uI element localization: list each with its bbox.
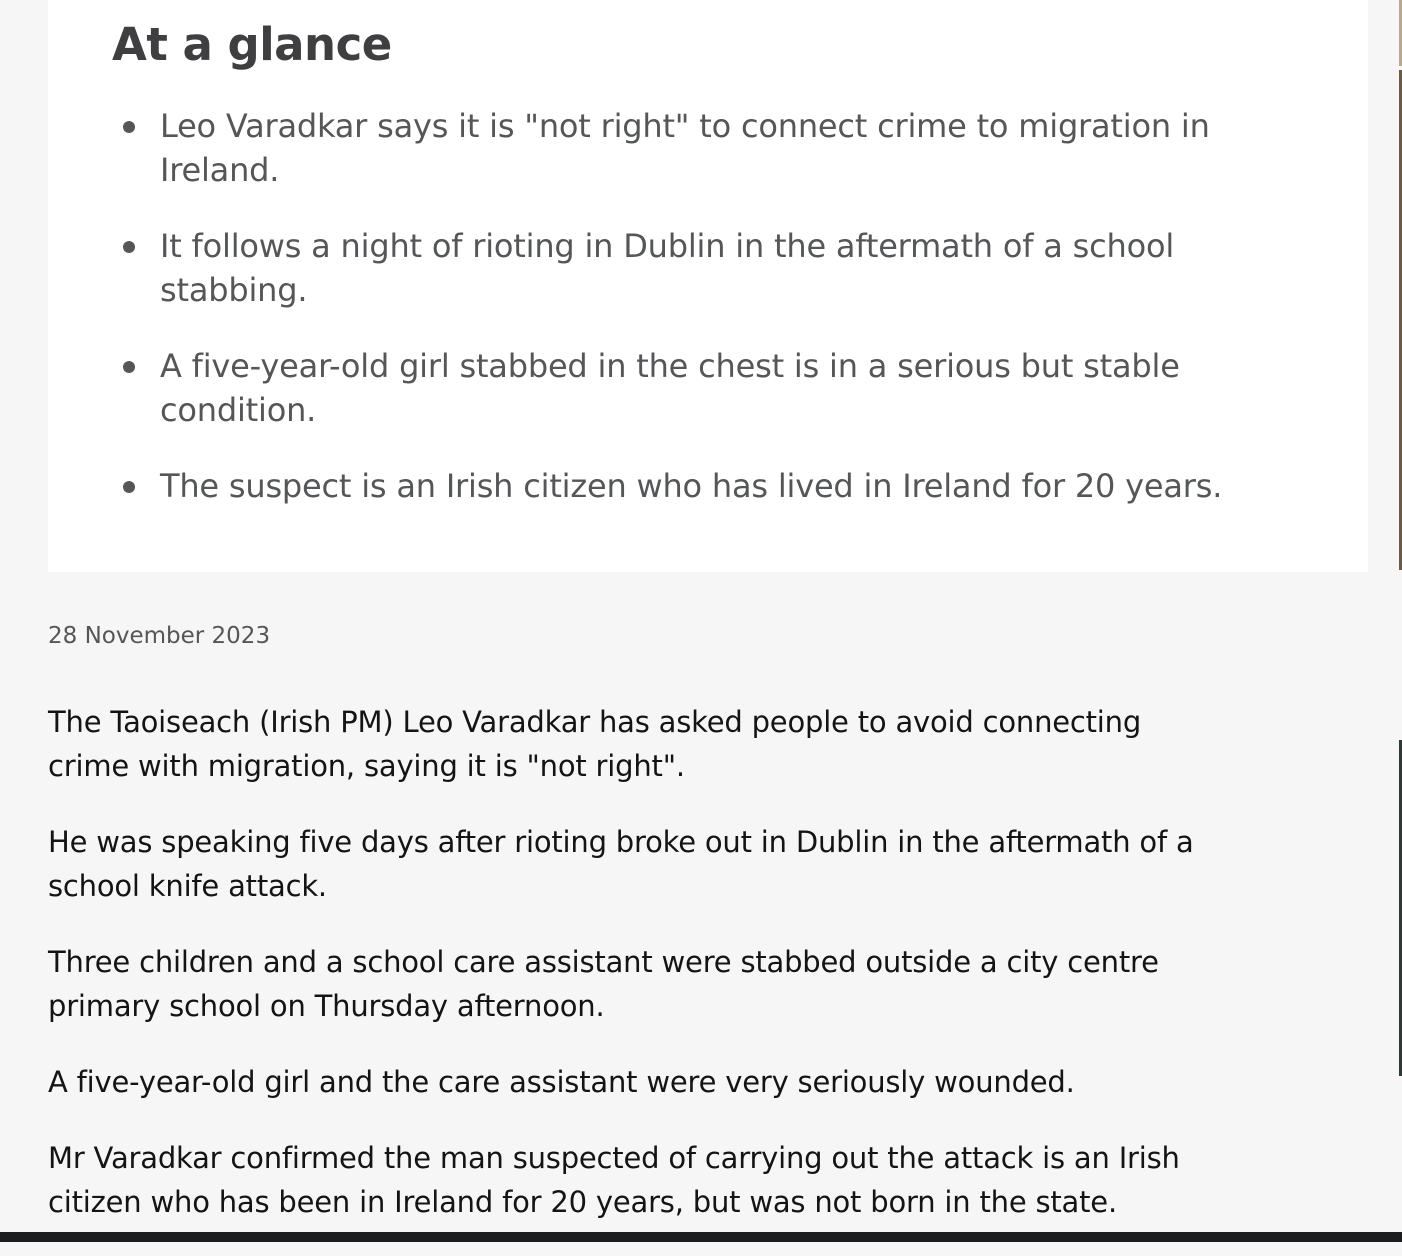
bullet-icon [123,121,135,133]
list-item [112,344,1272,432]
list-item-text: It follows a night of rioting in Dublin in the aftermath of a school stabbing. [160,227,1175,309]
article-paragraph: A five-year-old girl and the care assistant were very seriously wounded. [48,1065,1075,1099]
list-item [112,104,1272,192]
article-paragraph: Three children and a school care assistant were stabbed outside a city centre primary school on Thursday afternoon. [48,945,1159,1023]
article-body [48,700,1218,1256]
bullet-icon [123,361,135,373]
at-a-glance-title: At a glance [112,18,392,71]
article-paragraph: He was speaking five days after rioting broke out in Dublin in the aftermath of a school knife attack. [48,825,1194,903]
list-item-text: The suspect is an Irish citizen who has lived in Ireland for 20 years. [160,467,1223,505]
at-a-glance-box [48,0,1368,572]
list-item [112,464,1272,508]
bottom-bar [0,1232,1402,1242]
article-date: 28 November 2023 [48,623,271,649]
list-item [112,224,1272,312]
bullet-icon [123,241,135,253]
article-paragraph: Mr Varadkar confirmed the man suspected of carrying out the attack is an Irish citizen who has been in Ireland for 20 years, but was not born in the state. [48,1141,1180,1219]
list-item-text: Leo Varadkar says it is "not right" to connect crime to migration in Ireland. [160,107,1210,189]
at-a-glance-list [112,104,1272,540]
article-paragraph: The Taoiseach (Irish PM) Leo Varadkar has asked people to avoid connecting crime with migration, saying it is "not right". [48,705,1142,783]
list-item-text: A five-year-old girl stabbed in the chest is in a serious but stable condition. [160,347,1180,429]
bullet-icon [123,481,135,493]
